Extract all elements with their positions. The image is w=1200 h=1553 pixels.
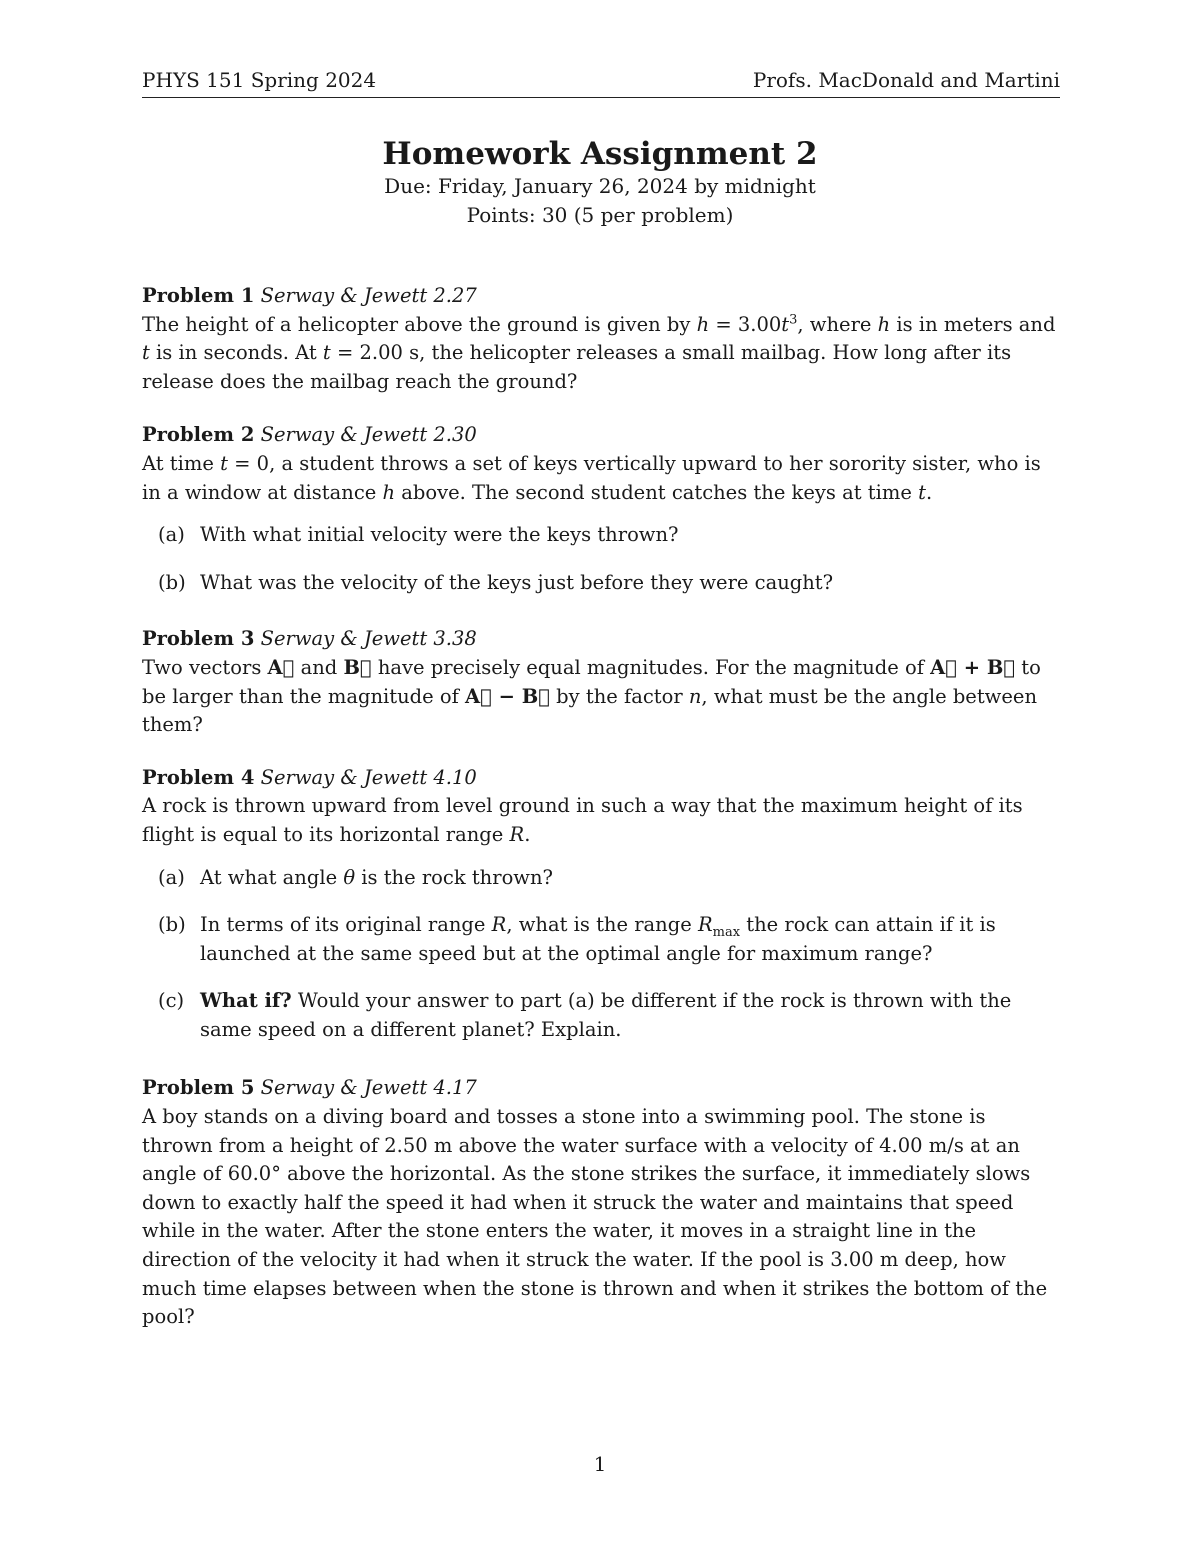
math-var: t [220,451,228,475]
problem-text [142,450,1060,507]
problem-label: Problem 4 [142,765,255,789]
problem-parts [142,864,1060,1045]
vector-b: B⃗ [343,655,372,679]
problem-source: Serway & Jewett 4.17 [260,1076,477,1100]
math-var: t [142,341,150,365]
problem-text: A boy stands on a diving board and tosses a stone into a swimming pool. The stone is thrown from a height of 2.50 m above the water surface with a velocity of 4.00 m/s at an angle of 60.0° above the horizontal. As the stone strikes the surface, it immediately slows down to exactly half the speed it had when it struck the water and maintains that speed while in the water. After the stone enters the water, it moves in a straight line in the direction of the velocity it had when it struck the water. If the pool is 3.00 m deep, how much time elapses between when the stone is thrown and when it strikes the bottom of the pool? [142,1105,1048,1329]
problem-text [142,311,1060,397]
math-var: n [688,684,702,708]
problem-source: Serway & Jewett 2.27 [260,284,477,307]
math-exponent: 3 [789,312,798,328]
part-text: With what initial velocity were the keys thrown? [200,523,679,547]
text-run: Two vectors [142,655,268,679]
text-run: , where [797,312,878,336]
math-subscript: max [712,924,741,940]
text-run: , what is the range [506,913,698,937]
problem-label: Problem 2 [142,423,255,447]
page-header [142,68,1060,92]
problem-part [142,569,1060,598]
problem-label: Problem 3 [142,627,255,651]
problem-heading [142,1074,1060,1103]
due-date: Due: Friday, January 26, 2024 by midnight [384,174,816,198]
part-label: (b) [158,913,186,937]
text-run: A rock is thrown upward from level ground in such a way that the maximum height of its flight is equal to its horizontal range [142,794,1023,846]
text-run: In terms of its original range [200,913,492,937]
text-run: is in seconds. At [149,341,323,365]
problem-heading [142,282,1060,311]
text-run: At time [142,451,221,475]
problems-list [142,282,1060,1332]
text-run: . [524,822,531,846]
problem-source: Serway & Jewett 3.38 [260,627,477,651]
text-run: is the rock thrown? [355,865,554,889]
page-number: 1 [593,1452,607,1476]
math-var: h [877,312,891,336]
problem-5 [142,1074,1060,1331]
document-title: Homework Assignment 2 [382,136,818,172]
problem-part [142,864,1060,893]
math-var: R [491,913,507,937]
text-run: . [925,480,933,504]
text-run: = 0, a student throws a set of keys vertically upward to her sorority sister, who is in a window at distance [142,451,1041,504]
math-var: h [696,312,710,336]
course-name: PHYS 151 Spring 2024 [142,68,377,92]
text-run: = 3.00 [709,312,782,336]
problem-label: Problem 5 [142,1076,255,1100]
text-run: the rock can attain if it is launched at the same speed but at the optimal angle for maximum range? [200,913,996,965]
problem-text [142,792,1060,849]
part-text [200,864,1060,893]
problem-label: Problem 1 [142,284,255,307]
what-if-label: What if? [200,989,292,1013]
math-var: t [322,341,331,365]
text-run: to be larger than the magnitude of [142,655,1041,708]
problem-source: Serway & Jewett 2.30 [260,423,477,447]
problem-4 [142,764,1060,1045]
points-info: Points: 30 (5 per problem) [466,203,734,227]
text-run: is in meters and [890,312,1056,336]
text-run: Would your answer to part (a) be different if the rock is thrown with the same speed on a different planet? Explain. [200,989,1012,1041]
text-run: , what must be the angle between them? [142,684,1038,737]
problem-2 [142,421,1060,597]
math-var: θ [343,865,356,889]
part-text [200,987,1060,1044]
problem-3 [142,625,1060,739]
instructor-names: Profs. MacDonald and Martini [752,68,1060,92]
math-var: h [382,480,396,504]
part-text: What was the velocity of the keys just before they were caught? [200,570,834,594]
math-var: R [509,822,525,846]
problem-source: Serway & Jewett 4.10 [260,765,477,789]
text-run: above. The second student catches the keys at time [395,480,919,504]
vector-sum: A⃗ + B⃗ [930,655,1016,679]
text-run: = 2.00 s, the helicopter releases a small mailbag. How long after its release does the mailbag reach the ground? [142,341,1012,393]
problem-heading [142,421,1060,450]
problem-heading [142,764,1060,793]
problem-1 [142,282,1060,396]
part-label: (a) [158,523,185,547]
vector-a: A⃗ [267,655,295,679]
problem-parts [142,521,1060,597]
text-run: by the factor [549,684,689,708]
part-label: (a) [158,865,185,889]
problem-heading [142,625,1060,654]
problem-text [142,654,1060,740]
text-run: have precisely equal magnitudes. For the magnitude of [371,655,931,679]
part-label: (c) [158,989,185,1013]
vector-difference: A⃗ − B⃗ [465,684,550,708]
math-var: R [697,913,713,937]
text-run: and [294,655,344,679]
problem-part [142,521,1060,550]
header-rule [142,97,1060,98]
math-var: t [918,480,926,504]
text-run: At what angle [200,865,344,889]
part-label: (b) [158,570,186,594]
math-var: t [781,312,790,336]
problem-part [142,911,1060,968]
text-run: The height of a helicopter above the ground is given by [142,312,697,336]
problem-part [142,987,1060,1044]
part-text [200,911,1060,968]
